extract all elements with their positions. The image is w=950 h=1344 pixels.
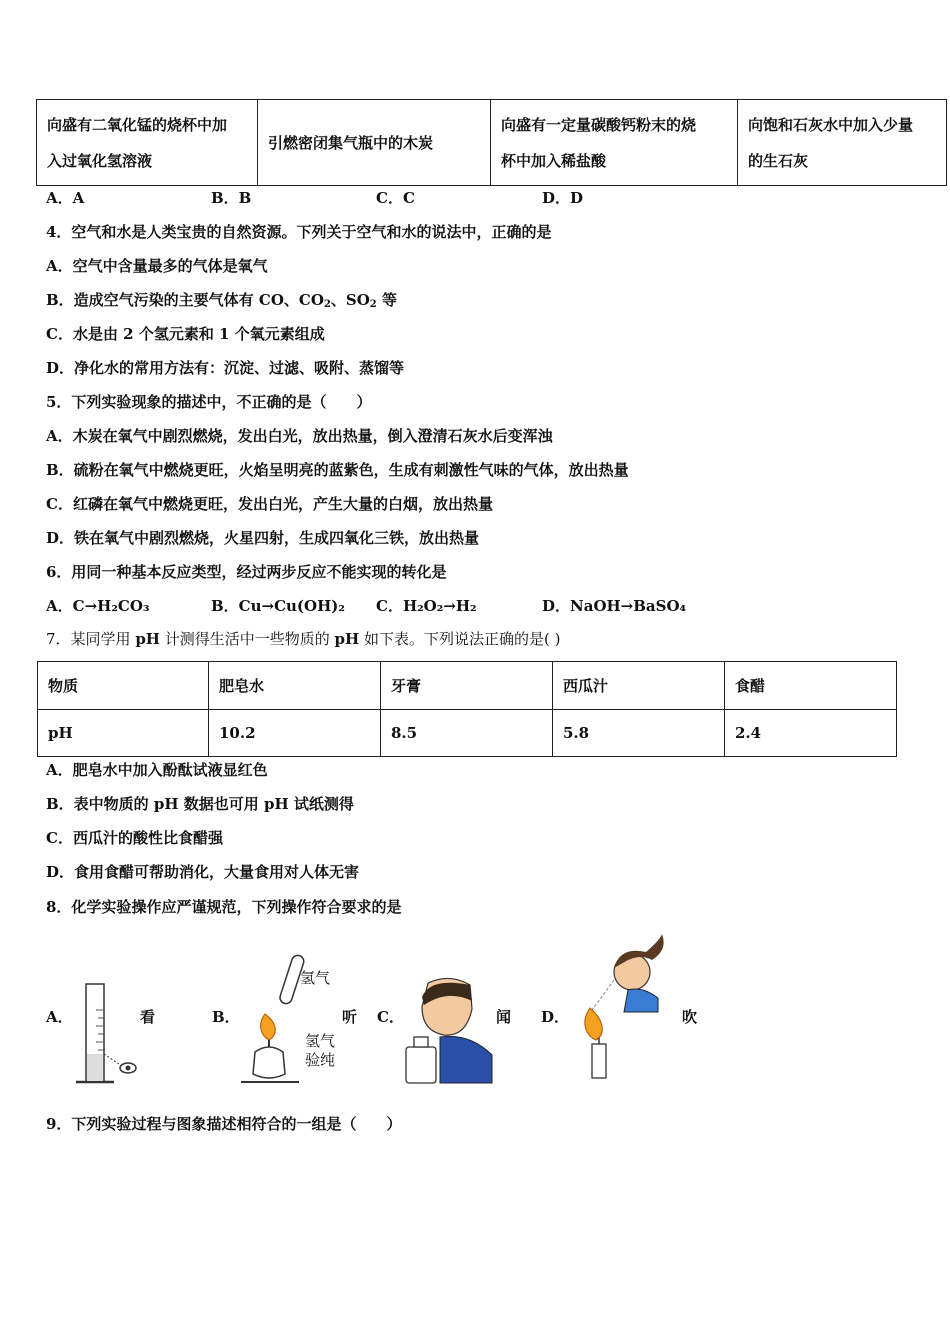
q7-row-cell: 10.2 [209, 710, 381, 757]
q8-option-c-word: 闻 [496, 1008, 512, 1026]
q7-option-d[interactable]: D．食用食醋可帮助消化，大量食用对人体无害 [46, 863, 360, 881]
q8-option-b-letter[interactable]: B． [212, 1008, 240, 1026]
q8-option-b-word: 听 [342, 1008, 358, 1026]
q6-option-d[interactable]: D．NaOH→BaSO₄ [542, 597, 687, 615]
q3-table-cell-c [491, 100, 738, 186]
q6-option-a[interactable]: A．C→H₂CO₃ [46, 597, 150, 615]
q3-table-cell-a [37, 100, 258, 186]
q7-option-a[interactable]: A．肥皂水中加入酚酞试液显红色 [46, 761, 268, 779]
q3-option-c[interactable]: C．C [376, 189, 415, 207]
q5-option-c[interactable]: C．红磷在氧气中燃烧更旺，发出白光，产生大量的白烟，放出热量 [46, 495, 493, 513]
q3-option-d[interactable]: D．D [542, 189, 584, 207]
q8-b-burner-label-1: 氢气 [305, 1032, 336, 1050]
q5-option-d[interactable]: D．铁在氧气中剧烈燃烧，火星四射，生成四氧化三铁，放出热量 [46, 529, 480, 547]
q8-b-tube-label: 氢气 [300, 969, 331, 987]
q3-option-a[interactable]: A．A [46, 189, 85, 207]
candle-icon [592, 1044, 606, 1078]
alcohol-lamp-icon [253, 1047, 285, 1078]
q4-option-b[interactable]: B．造成空气污染的主要气体有 CO、$CO_2$、$SO_2$ 等 [46, 291, 397, 310]
q3-table [36, 99, 947, 186]
q8-option-c-letter[interactable]: C． [377, 1008, 404, 1026]
q8-option-a-letter[interactable]: A． [46, 1008, 73, 1026]
q7-row-cell: 2.4 [725, 710, 897, 757]
graduated-cylinder-figure [70, 980, 145, 1088]
q7-option-c[interactable]: C．西瓜汁的酸性比食醋强 [46, 829, 223, 847]
q3-cell-c-line1: 向盛有一定量碳酸钙粉末的烧 [501, 115, 697, 134]
q8-stem: 8．化学实验操作应严谨规范，下列操作符合要求的是 [46, 898, 402, 916]
q7-stem: 7．某同学用 pH 计测得生活中一些物质的 pH 如下表。下列说法正确的是( ) [46, 630, 561, 648]
q7-header-cell: 牙膏 [381, 662, 553, 710]
q7-row-cell: pH [38, 710, 209, 757]
q3-cell-c-line2: 杯中加入稀盐酸 [501, 151, 607, 170]
q6-stem: 6．用同一种基本反应类型，经过两步反应不能实现的转化是 [46, 563, 447, 581]
q3-cell-a-line1: 向盛有二氧化锰的烧杯中加 [47, 115, 228, 134]
q7-header-cell: 肥皂水 [209, 662, 381, 710]
q4-stem: 4．空气和水是人类宝贵的自然资源。下列关于空气和水的说法中，正确的是 [46, 223, 552, 241]
q7-header-cell: 食醋 [725, 662, 897, 710]
q7-header-cell: 物质 [38, 662, 209, 710]
q3-cell-b-line1: 引燃密闭集气瓶中的木炭 [268, 134, 434, 152]
q7-row-cell: 5.8 [553, 710, 725, 757]
q8-option-a-word: 看 [140, 1008, 156, 1026]
q6-option-b[interactable]: B．Cu→Cu(OH)₂ [211, 597, 345, 615]
q3-cell-a-line2: 入过氧化氢溶液 [47, 151, 153, 170]
q3-table-cell-d [738, 100, 947, 186]
q5-option-a[interactable]: A．木炭在氧气中剧烈燃烧，发出白光，放出热量，倒入澄清石灰水后变浑浊 [46, 427, 553, 445]
q7-ph-table [37, 661, 897, 757]
q7-option-b[interactable]: B．表中物质的 pH 数据也可用 pH 试纸测得 [46, 795, 354, 813]
shirt-icon [440, 1036, 492, 1083]
q8-option-d-letter[interactable]: D． [541, 1008, 570, 1026]
smelling-figure [400, 975, 495, 1085]
q6-options [46, 596, 846, 616]
q8-option-d-word: 吹 [682, 1008, 698, 1026]
q7-header-cell: 西瓜汁 [553, 662, 725, 710]
q3-cell-d-line2: 的生石灰 [748, 151, 809, 170]
q3-option-b[interactable]: B．B [211, 189, 252, 207]
q6-option-c[interactable]: C．H₂O₂→H₂ [376, 597, 477, 615]
blowing-candle-figure [572, 930, 677, 1082]
bottle-icon [406, 1047, 436, 1083]
q3-options [46, 188, 846, 208]
q4-option-a[interactable]: A．空气中含量最多的气体是氧气 [46, 257, 268, 275]
q7-row-cell: 8.5 [381, 710, 553, 757]
q9-stem: 9．下列实验过程与图象描述相符合的一组是（ ） [46, 1115, 402, 1133]
q4-option-d[interactable]: D．净化水的常用方法有：沉淀、过滤、吸附、蒸馏等 [46, 359, 405, 377]
q3-cell-d-line1: 向饱和石灰水中加入少量 [748, 115, 914, 134]
q8-b-burner-label-2: 验纯 [305, 1051, 336, 1069]
candle-flame-icon [585, 1008, 602, 1040]
q5-option-b[interactable]: B．硫粉在氧气中燃烧更旺，火焰呈明亮的蓝紫色，生成有刺激性气味的气体，放出热量 [46, 461, 629, 479]
q4-option-c[interactable]: C．水是由 2 个氢元素和 1 个氧元素组成 [46, 325, 325, 343]
q3-table-cell-b [258, 100, 491, 186]
q5-stem: 5．下列实验现象的描述中，不正确的是（ ） [46, 393, 372, 411]
flame-icon [261, 1014, 276, 1040]
